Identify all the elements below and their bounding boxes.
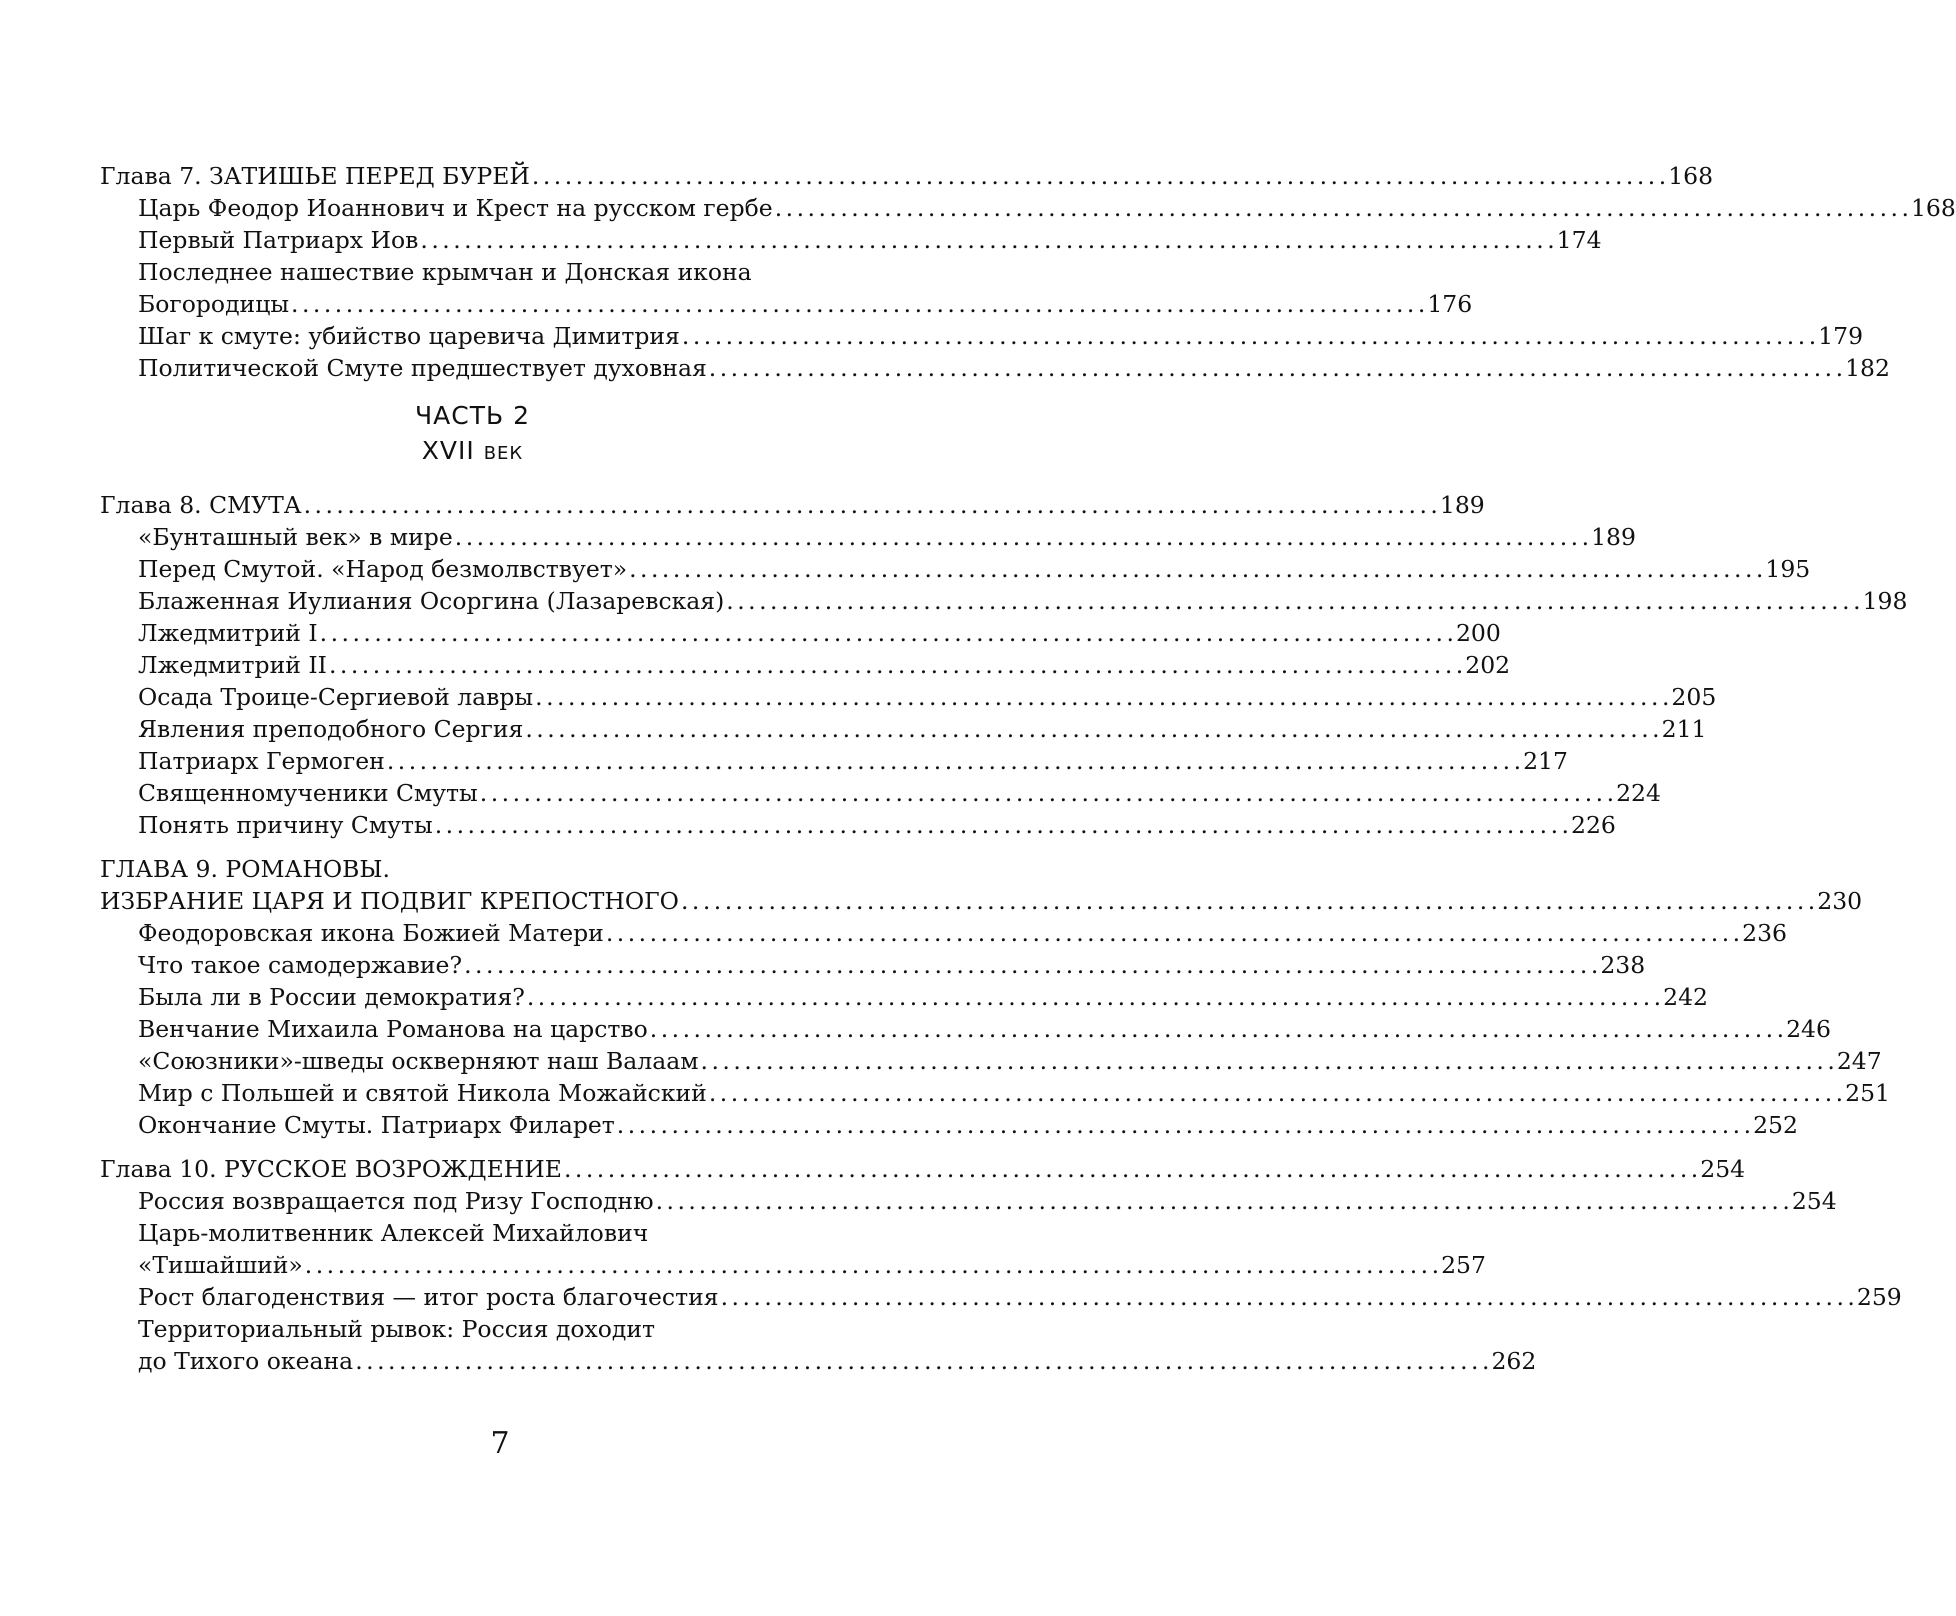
toc-item-page: 195: [1765, 555, 1811, 583]
chapter-9-block: [100, 853, 1890, 1141]
toc-item-page: 182: [1845, 354, 1890, 382]
dot-leader: [420, 224, 1552, 256]
dot-leader: [464, 949, 1596, 981]
toc-item-page: 211: [1661, 715, 1707, 743]
toc-entry-page: 254: [1700, 1155, 1746, 1183]
toc-item-title: Лжедмитрий II: [138, 651, 327, 679]
toc-item-title: Осада Троице-Сергиевой лавры: [138, 683, 534, 711]
dot-leader: [532, 160, 1664, 192]
toc-item-title: Политической Смуте предшествует духовная: [138, 354, 707, 382]
dot-leader: [681, 885, 1813, 917]
dot-leader: [709, 1077, 1841, 1109]
toc-item: [100, 745, 1568, 777]
toc-item-first-line: Последнее нашествие крымчан и Донская икона: [138, 258, 752, 286]
toc-item-page: 202: [1465, 651, 1511, 679]
chapter-9-first-line: ГЛАВА 9. РОМАНОВЫ.: [100, 855, 390, 883]
dot-leader: [320, 617, 1452, 649]
toc-item-page: 246: [1786, 1015, 1831, 1043]
dot-leader: [709, 352, 1841, 384]
dot-leader: [535, 681, 1667, 713]
toc-item: [100, 192, 1956, 224]
toc-item: [100, 1185, 1837, 1217]
toc-entry-page: 189: [1439, 491, 1485, 519]
toc-item-page: 254: [1791, 1187, 1837, 1215]
dot-leader: [455, 521, 1587, 553]
chapter-8-block: [100, 489, 1908, 841]
toc-item-page: 179: [1818, 322, 1864, 350]
toc-item-page: 257: [1441, 1251, 1486, 1279]
dot-leader: [387, 745, 1519, 777]
toc-item-title: Богородицы: [138, 290, 290, 318]
chapter-8-entry: [100, 489, 1485, 521]
toc-item: [100, 1013, 1831, 1045]
toc-item-page: 174: [1556, 226, 1602, 254]
toc-item-title: «Бунташный век» в мире: [138, 523, 453, 551]
toc-item-page: 168: [1910, 194, 1956, 222]
toc-entry-title: Глава 8. СМУТА: [100, 491, 302, 519]
chapter-7-block: [100, 160, 1956, 384]
toc-item-page: 226: [1571, 811, 1616, 839]
chapter-7-entry: [100, 160, 1714, 192]
chapter-10-block: [100, 1153, 1902, 1377]
toc-item-title: Понять причину Смуты: [138, 811, 433, 839]
dot-leader: [721, 1281, 1853, 1313]
page-number: 7: [490, 1426, 510, 1461]
toc-item-page: 238: [1600, 951, 1646, 979]
toc-item-title: «Тишайший»: [138, 1251, 303, 1279]
toc-item-page: 262: [1491, 1347, 1537, 1375]
toc-item-title: Священномученики Смуты: [138, 779, 478, 807]
toc-item-title: Первый Патриарх Иов: [138, 226, 419, 254]
toc-item: [100, 1077, 1890, 1109]
toc-entry-title: Глава 7. ЗАТИШЬЕ ПЕРЕД БУРЕЙ: [100, 162, 530, 190]
century-word: ВЕК: [483, 443, 524, 464]
toc-item-title: Явления преподобного Сергия: [138, 715, 524, 743]
toc-item-title: Царь Феодор Иоаннович и Крест на русском гербе: [138, 194, 773, 222]
toc-item: [100, 288, 1473, 320]
dot-leader: [775, 192, 1907, 224]
toc-item-title: Лжедмитрий I: [138, 619, 318, 647]
dot-leader: [525, 713, 1657, 745]
toc-item-title: Блаженная Иулиания Осоргина (Лазаревская): [138, 587, 725, 615]
dot-leader: [329, 649, 1461, 681]
toc-item-page: 251: [1845, 1079, 1890, 1107]
dot-leader: [617, 1109, 1749, 1141]
toc-item-title: Феодоровская икона Божией Матери: [138, 919, 604, 947]
toc-entry-page: 230: [1817, 887, 1863, 915]
toc-item-title: Рост благоденствия — итог роста благочестия: [138, 1283, 719, 1311]
toc-item-first-line: Территориальный рывок: Россия доходит: [138, 1315, 656, 1343]
chapter-10-entry: [100, 1153, 1746, 1185]
toc-item-page: 252: [1753, 1111, 1798, 1139]
toc-item-page: 200: [1455, 619, 1501, 647]
part-century: [100, 434, 845, 471]
toc-item: [100, 1249, 1486, 1281]
toc-item: [100, 649, 1511, 681]
toc-item: [100, 809, 1616, 841]
toc-item-title: Что такое самодержавие?: [138, 951, 463, 979]
toc-item-page: 236: [1742, 919, 1787, 947]
dot-leader: [355, 1345, 1487, 1377]
toc-item: [100, 1281, 1902, 1313]
chapter-9-entry: [100, 885, 1863, 917]
dot-leader: [291, 288, 1423, 320]
toc-item: [100, 1345, 1537, 1377]
dot-leader: [564, 1153, 1696, 1185]
toc-item-title: до Тихого океана: [138, 1347, 354, 1375]
toc-item: [100, 320, 1864, 352]
dot-leader: [527, 981, 1659, 1013]
toc-item: [100, 713, 1707, 745]
toc-item-title: Перед Смутой. «Народ безмолвствует»: [138, 555, 628, 583]
toc-item: [100, 521, 1636, 553]
toc-item: [100, 1045, 1882, 1077]
toc-item-title: Россия возвращается под Ризу Господню: [138, 1187, 654, 1215]
toc-item-title: Патриарх Гермоген: [138, 747, 385, 775]
toc-item: [100, 617, 1501, 649]
toc-item: [100, 352, 1890, 384]
toc-item: [100, 777, 1661, 809]
dot-leader: [682, 320, 1814, 352]
toc-entry-page: 168: [1668, 162, 1714, 190]
table-of-contents: [100, 160, 1956, 1389]
dot-leader: [629, 553, 1761, 585]
toc-item-page: 242: [1663, 983, 1709, 1011]
toc-item-title: Мир с Польшей и святой Никола Можайский: [138, 1079, 707, 1107]
dot-leader: [656, 1185, 1788, 1217]
toc-item: [100, 224, 1602, 256]
toc-entry-title: ИЗБРАНИЕ ЦАРЯ И ПОДВИГ КРЕПОСТНОГО: [100, 887, 679, 915]
toc-item: [100, 949, 1646, 981]
toc-item: [100, 1109, 1798, 1141]
part-label: ЧАСТЬ 2: [415, 401, 530, 430]
toc-item-page: 205: [1671, 683, 1717, 711]
dot-leader: [435, 809, 1567, 841]
toc-item-first-line: Царь-молитвенник Алексей Михайлович: [138, 1219, 649, 1247]
toc-item-page: 247: [1836, 1047, 1882, 1075]
toc-item-page: 176: [1427, 290, 1473, 318]
century-roman: XVII: [421, 436, 475, 465]
toc-item-title: Шаг к смуте: убийство царевича Димитрия: [138, 322, 680, 350]
toc-item-page: 259: [1856, 1283, 1902, 1311]
toc-item: [100, 553, 1811, 585]
toc-item-title: Венчание Михаила Романова на царство: [138, 1015, 648, 1043]
toc-item-page: 217: [1523, 747, 1568, 775]
toc-item-page: 224: [1616, 779, 1661, 807]
toc-item: [100, 585, 1908, 617]
toc-item: [100, 917, 1787, 949]
toc-item-title: Окончание Смуты. Патриарх Филарет: [138, 1111, 615, 1139]
dot-leader: [304, 489, 1436, 521]
toc-entry-title: Глава 10. РУССКОЕ ВОЗРОЖДЕНИЕ: [100, 1155, 562, 1183]
toc-item: [100, 981, 1709, 1013]
toc-item-page: 198: [1862, 587, 1908, 615]
dot-leader: [726, 585, 1858, 617]
toc-item-title: Была ли в России демократия?: [138, 983, 525, 1011]
dot-leader: [480, 777, 1612, 809]
dot-leader: [650, 1013, 1782, 1045]
toc-item-page: 189: [1591, 523, 1636, 551]
toc-item-title: «Союзники»-шведы оскверняют наш Валаам: [138, 1047, 699, 1075]
dot-leader: [701, 1045, 1833, 1077]
toc-item: [100, 681, 1717, 713]
dot-leader: [606, 917, 1738, 949]
dot-leader: [305, 1249, 1437, 1281]
part-heading: [100, 398, 845, 471]
